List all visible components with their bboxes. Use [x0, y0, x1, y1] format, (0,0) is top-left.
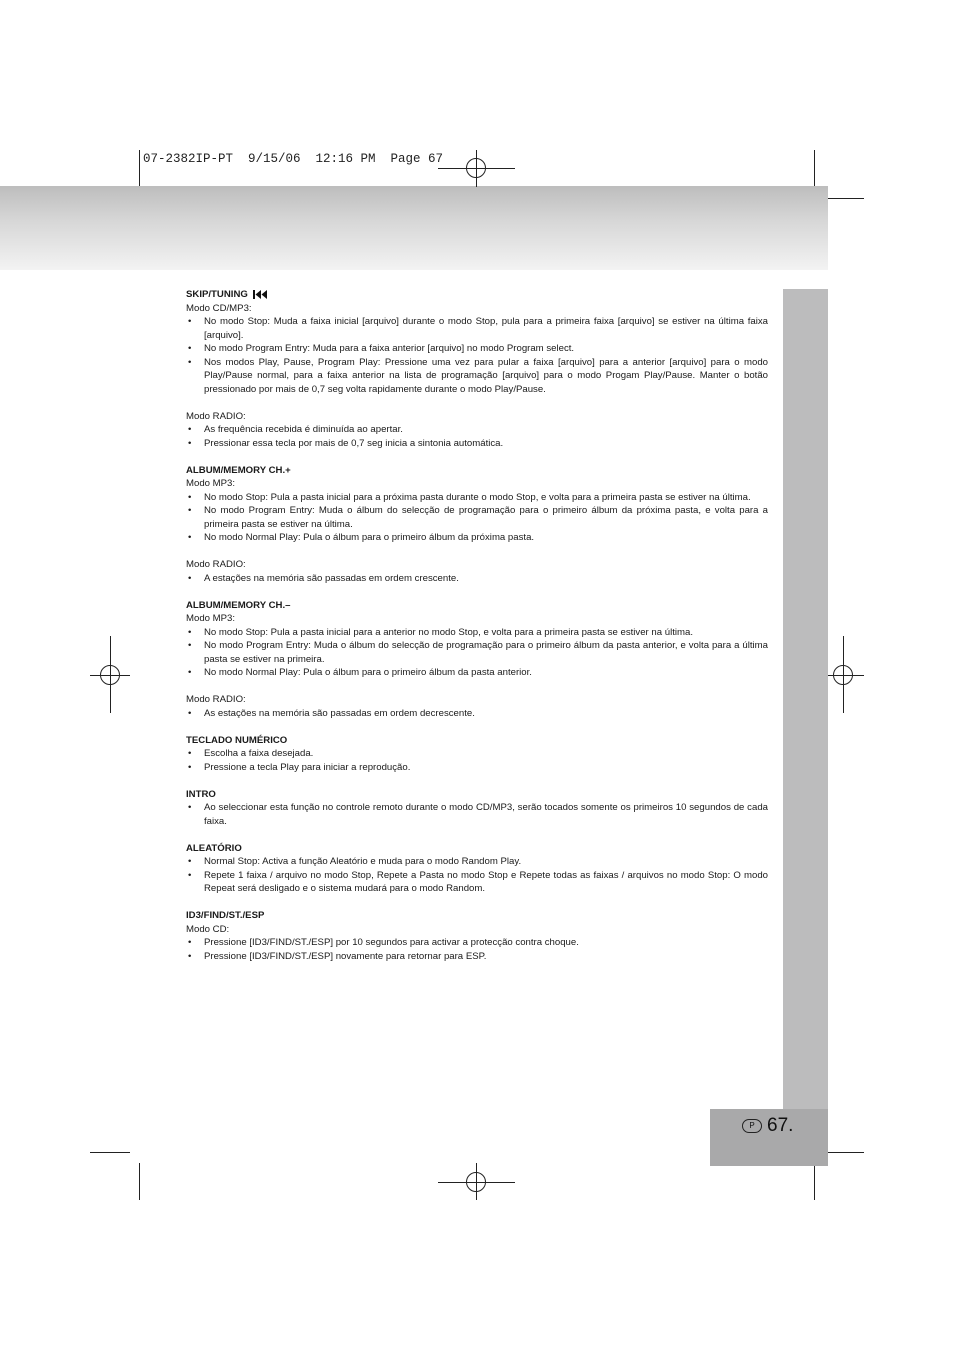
bullet-item: • No modo Program Entry: Muda para a faixa anterior [arquivo] no modo Program select.	[186, 342, 768, 356]
bullet-item: • Pressione [ID3/FIND/ST./ESP] por 10 segundos para activar a protecção contra choque.	[186, 936, 768, 950]
bullet-list	[186, 707, 768, 721]
bullet-list	[186, 855, 768, 896]
bullet-list	[186, 936, 768, 963]
section-title-text: ALBUM/MEMORY CH.+	[186, 464, 291, 476]
crop-mark	[139, 150, 140, 187]
bullet-list	[186, 801, 768, 828]
bullet-item: • Ao seleccionar esta função no controle remoto durante o modo CD/MP3, serão tocados somente os primeiros 10 segundos de cada faixa.	[186, 801, 768, 828]
crop-mark	[824, 198, 864, 199]
section-title	[186, 788, 768, 802]
section-title	[186, 464, 768, 478]
bullet-item: • No modo Normal Play: Pula o álbum para o primeiro álbum da próxima pasta.	[186, 531, 768, 545]
registration-mark	[466, 158, 486, 178]
mode-label: Modo RADIO:	[186, 559, 246, 570]
bullet-list	[186, 626, 768, 680]
page-number-text: 67.	[767, 1115, 794, 1136]
section-title-text: INTRO	[186, 788, 216, 800]
bullet-item: • Pressionar essa tecla por mais de 0,7 seg inicia a sintonia automática.	[186, 437, 768, 451]
bullet-item: • As estações na memória são passadas em ordem decrescente.	[186, 707, 768, 721]
bullet-item: • No modo Program Entry: Muda o álbum do selecção de programação para o primeiro álbum da pasta anterior, e volta para a última pasta se estiver na primeira.	[186, 639, 768, 666]
language-badge: P	[742, 1119, 762, 1133]
bullet-list	[186, 491, 768, 545]
mode-label: Modo CD:	[186, 923, 230, 935]
print-header: 07-2382IP-PT 9/15/06 12:16 PM Page 67	[143, 152, 444, 166]
mode-label: Modo CD/MP3:	[186, 302, 252, 314]
mode-group	[186, 693, 768, 720]
bullet-item: • Nos modos Play, Pause, Program Play: Pressione uma vez para pular a faixa [arquivo] para a anterior [arquivo] para o modo Play/Pause normal, para a faixa anterior na lista de programação [arquivo] para o modo Progam Play/Pause. Manter o botão pressionado por mais de 0,7 seg volta rapidamente durante o modo Play/Pause.	[186, 356, 768, 397]
section-title	[186, 842, 768, 856]
section-title	[186, 909, 768, 923]
bullet-item: • Normal Stop: Activa a função Aleatório e muda para o modo Random Play.	[186, 855, 768, 869]
side-bar	[783, 289, 828, 1109]
bullet-item: • As frequência recebida é diminuída ao apertar.	[186, 423, 768, 437]
section-title-text: TECLADO NUMÉRICO	[186, 734, 288, 746]
mode-group	[186, 558, 768, 585]
mode-label: Modo RADIO:	[186, 694, 246, 705]
crop-mark	[824, 1152, 864, 1153]
bullet-item: • No modo Stop: Muda a faixa inicial [arquivo] durante o modo Stop, pula para a primeira faixa [arquivo] se estiver na última faixa [arquivo].	[186, 315, 768, 342]
bullet-item: • A estações na memória são passadas em ordem crescente.	[186, 572, 768, 586]
section-title-text: SKIP/TUNING	[186, 289, 248, 300]
section-title-text: ID3/FIND/ST./ESP	[186, 910, 265, 921]
crop-mark	[814, 1163, 815, 1200]
section-title	[186, 734, 768, 748]
registration-mark	[100, 665, 120, 685]
section	[186, 599, 768, 721]
section	[186, 788, 768, 829]
bullet-list	[186, 747, 768, 774]
crop-mark	[139, 1163, 140, 1200]
mode-group	[186, 801, 768, 828]
bullet-item: • No modo Stop: Pula a pasta inicial para a anterior no modo Stop, e volta para a primeira pasta se estiver na última.	[186, 626, 768, 640]
bullet-item: • No modo Stop: Pula a pasta inicial para a próxima pasta durante o modo Stop, e volta para a primeira pasta se estiver na última.	[186, 491, 768, 505]
section-title-text: ALBUM/MEMORY CH.–	[186, 599, 291, 611]
section-title	[186, 288, 768, 302]
bullet-list	[186, 572, 768, 586]
crop-mark	[814, 150, 815, 187]
bullet-item: • Repete 1 faixa / arquivo no modo Stop, Repete a Pasta no modo Stop e Repete todas as faixas / arquivos no modo Stop: O modo Repeat será desligado e o sistema mudará para o modo Random.	[186, 869, 768, 896]
manual-content	[186, 288, 768, 977]
mode-group	[186, 302, 768, 397]
mode-group	[186, 923, 768, 964]
section	[186, 909, 768, 963]
mode-label: Modo MP3:	[186, 613, 236, 624]
mode-group	[186, 855, 768, 896]
mode-group	[186, 612, 768, 680]
page-number	[742, 1115, 793, 1137]
section	[186, 288, 768, 450]
registration-mark	[833, 665, 853, 685]
section	[186, 464, 768, 586]
mode-group	[186, 477, 768, 545]
registration-mark	[466, 1172, 486, 1192]
bullet-item: • Pressione [ID3/FIND/ST./ESP] novamente para retornar para ESP.	[186, 950, 768, 964]
bullet-list	[186, 315, 768, 396]
mode-label: Modo RADIO:	[186, 410, 246, 422]
mode-group	[186, 410, 768, 451]
bullet-item: • Pressione a tecla Play para iniciar a reprodução.	[186, 761, 768, 775]
section	[186, 734, 768, 775]
bullet-list	[186, 423, 768, 450]
mode-group	[186, 747, 768, 774]
section-title-text: ALEATÓRIO	[186, 842, 242, 854]
section-title	[186, 599, 768, 613]
mode-label: Modo MP3:	[186, 478, 236, 489]
section	[186, 842, 768, 896]
bullet-item: • No modo Program Entry: Muda o álbum do selecção de programação para o primeiro álbum da próxima pasta, e volta para a primeira pasta se estiver na última.	[186, 504, 768, 531]
bullet-item: • Escolha a faixa desejada.	[186, 747, 768, 761]
header-band	[0, 186, 828, 270]
crop-mark	[90, 1152, 130, 1153]
skip-back-icon	[253, 290, 269, 299]
bullet-item: • No modo Normal Play: Pula o álbum para o primeiro álbum da pasta anterior.	[186, 666, 768, 680]
